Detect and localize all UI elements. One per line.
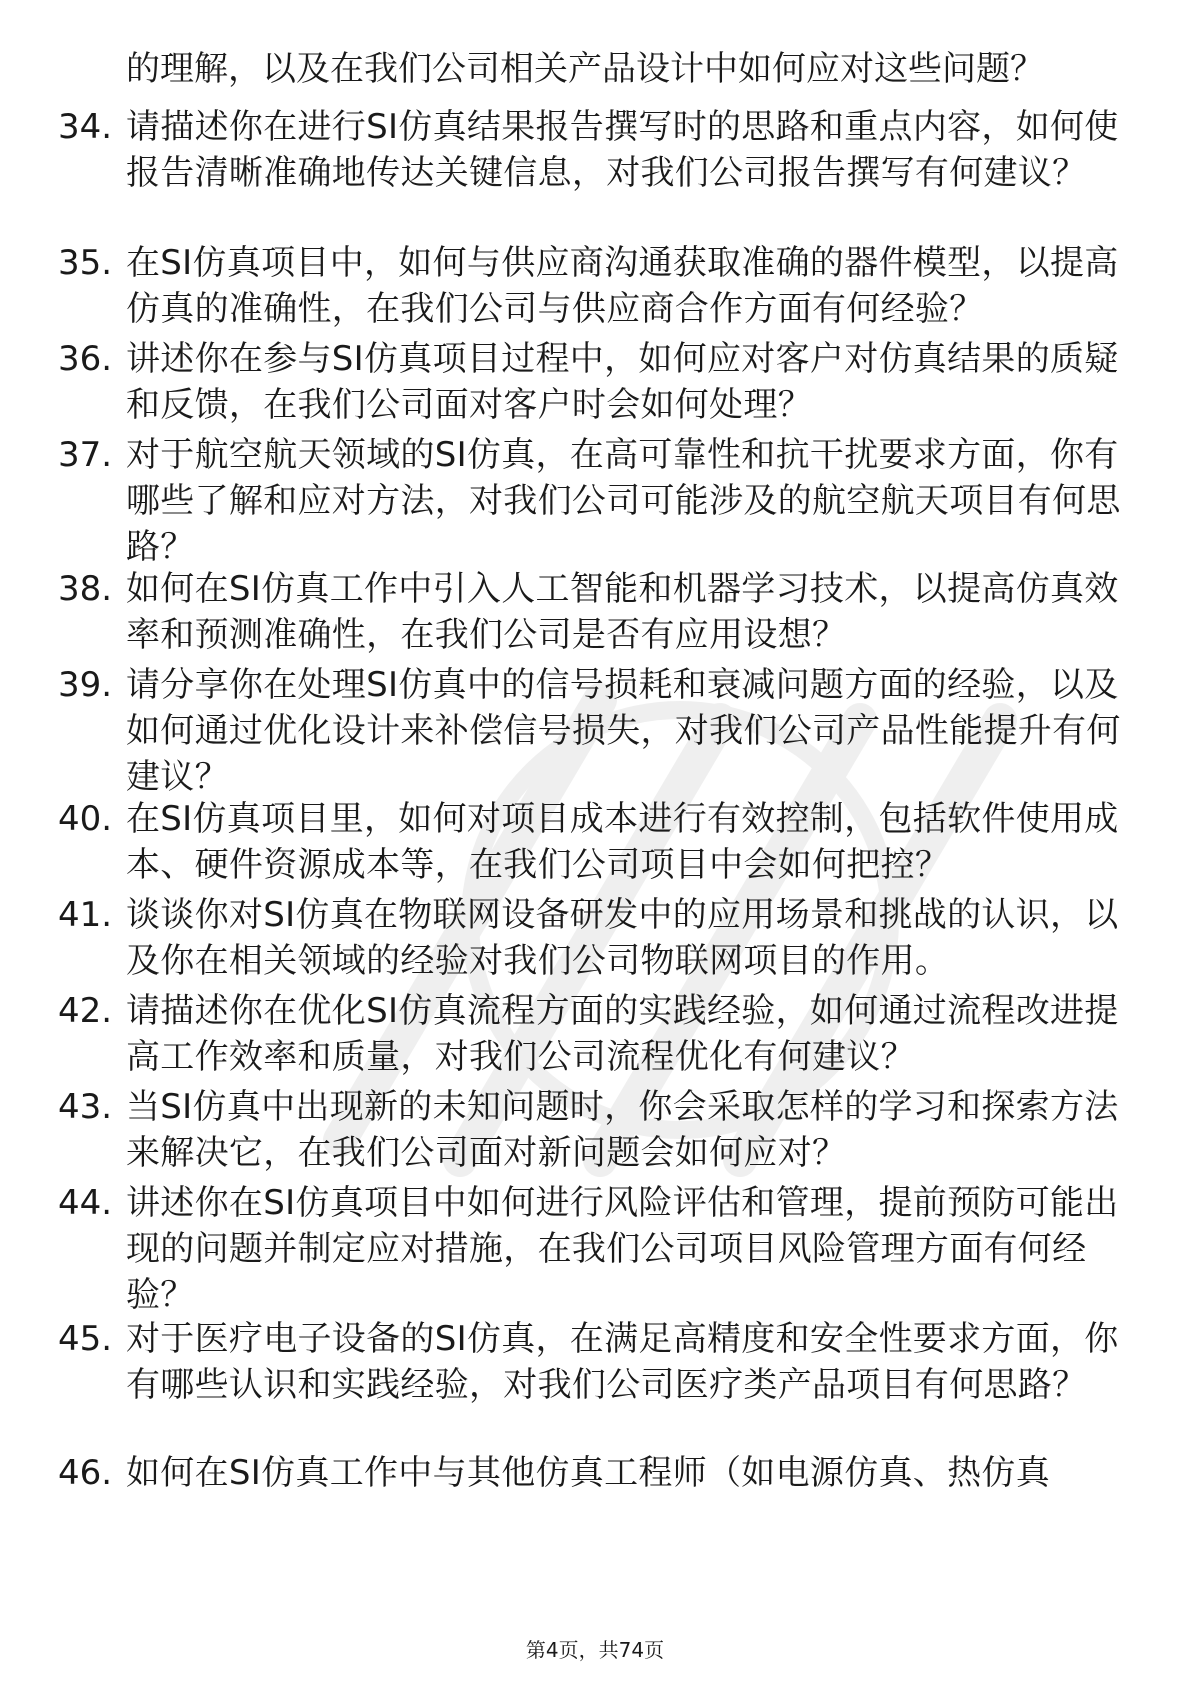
- question-text: 谈谈你对SI仿真在物联网设备研发中的应用场景和挑战的认识，以及你在相关领域的经验对我们公司物联网项目的作用。: [126, 895, 1119, 981]
- list-item: [58, 1084, 1148, 1176]
- question-text: 如何在SI仿真工作中与其他仿真工程师（如电源仿真、热仿真: [126, 1453, 1051, 1493]
- question-text: 对于医疗电子设备的SI仿真，在满足高精度和安全性要求方面，你有哪些认识和实践经验，对我们公司医疗类产品项目有何思路？: [126, 1319, 1119, 1405]
- question-text: 在SI仿真项目里，如何对项目成本进行有效控制，包括软件使用成本、硬件资源成本等，在我们公司项目中会如何把控？: [126, 799, 1119, 885]
- question-number: 34.: [58, 107, 113, 147]
- list-item: [58, 104, 1148, 196]
- question-text: 当SI仿真中出现新的未知问题时，你会采取怎样的学习和探索方法来解决它，在我们公司面对新问题会如何应对？: [126, 1087, 1119, 1173]
- list-item: [58, 892, 1148, 984]
- list-item: [58, 1316, 1148, 1408]
- question-text: 讲述你在参与SI仿真项目过程中，如何应对客户对仿真结果的质疑和反馈，在我们公司面对客户时会如何处理？: [126, 339, 1119, 425]
- question-text: 讲述你在SI仿真项目中如何进行风险评估和管理，提前预防可能出现的问题并制定应对措施，在我们公司项目风险管理方面有何经验？: [126, 1183, 1119, 1315]
- question-number: 37.: [58, 435, 113, 475]
- question-text: 在SI仿真项目中，如何与供应商沟通获取准确的器件模型，以提高仿真的准确性，在我们公司与供应商合作方面有何经验？: [126, 243, 1119, 329]
- question-number: 38.: [58, 569, 113, 609]
- list-item: [58, 566, 1148, 658]
- question-number: 35.: [58, 243, 113, 283]
- list-item: [58, 662, 1148, 800]
- question-number: 45.: [58, 1319, 113, 1359]
- list-item: [58, 240, 1148, 332]
- list-item: [58, 336, 1148, 428]
- list-item: [58, 1450, 1148, 1496]
- question-number: 42.: [58, 991, 113, 1031]
- question-number: 46.: [58, 1453, 113, 1493]
- question-number: 43.: [58, 1087, 113, 1127]
- question-text: 请分享你在处理SI仿真中的信号损耗和衰减问题方面的经验，以及如何通过优化设计来补偿信号损失，对我们公司产品性能提升有何建议？: [126, 665, 1121, 797]
- question-number: 41.: [58, 895, 113, 935]
- list-item: [58, 796, 1148, 888]
- question-number: 39.: [58, 665, 113, 705]
- question-number: 44.: [58, 1183, 113, 1223]
- question-text: 请描述你在优化SI仿真流程方面的实践经验，如何通过流程改进提高工作效率和质量，对我们公司流程优化有何建议？: [126, 991, 1119, 1077]
- list-item: [58, 988, 1148, 1080]
- page-footer: 第4页，共74页: [525, 1638, 665, 1662]
- continuation-text: 的理解，以及在我们公司相关产品设计中如何应对这些问题？: [126, 49, 1044, 89]
- question-number: 36.: [58, 339, 113, 379]
- list-item: [58, 432, 1148, 570]
- question-text: 请描述你在进行SI仿真结果报告撰写时的思路和重点内容，如何使报告清晰准确地传达关键信息，对我们公司报告撰写有何建议？: [126, 107, 1119, 193]
- question-text: 如何在SI仿真工作中引入人工智能和机器学习技术，以提高仿真效率和预测准确性，在我们公司是否有应用设想？: [126, 569, 1119, 655]
- list-item: [58, 1180, 1148, 1318]
- question-text: 对于航空航天领域的SI仿真，在高可靠性和抗干扰要求方面，你有哪些了解和应对方法，对我们公司可能涉及的航空航天项目有何思路？: [126, 435, 1121, 567]
- question-number: 40.: [58, 799, 113, 839]
